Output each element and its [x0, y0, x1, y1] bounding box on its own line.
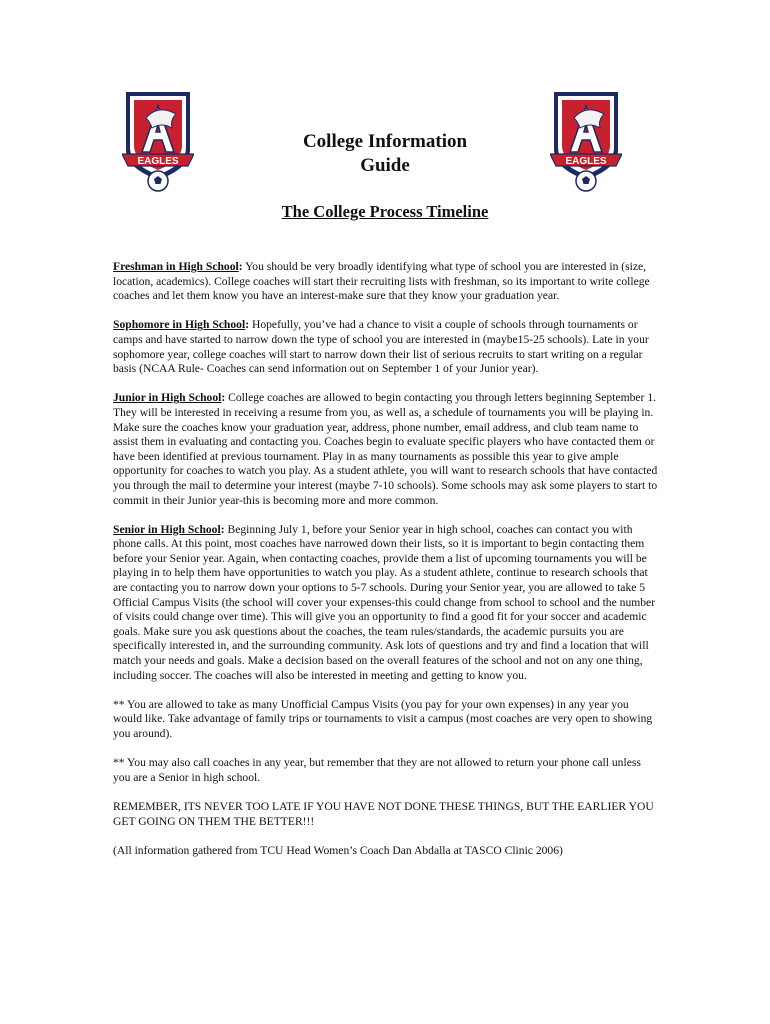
lead-colon: : [221, 391, 226, 405]
logo-text: EAGLES [565, 156, 607, 167]
page-subtitle: The College Process Timeline [281, 202, 489, 221]
section-text: Beginning July 1, before your Senior year in high school, coaches can contact you with phone calls. At this point, most coaches have narrowed down their lists, so it is important to begin contacting them before your Senior year. Again, when contacting coaches, provide them a list of upcoming tournaments you will be playing in to help them have opportunities to watch you play. As a student athlete, continue to research schools that are contacting you to narrow down your options to 5-7 schools. During your Senior year, you are allowed to take 5 Official Campus Visits (the school will cover your expenses-this could change from school to school and the number of visits could change over time). This will give you an opportunity to find a good fit for your soccer and academic goals. Make sure you ask questions about the coaches, the team rules/standards, the academic pursuits you are specifically interested in, and the surrounding community. Ask lots of questions and try and find a location that will match your needs and goals. Make a decision based on the overall features of the school and not on any one thing, including soccer. The coaches will also be interested in meeting and getting to know you. [113, 522, 656, 682]
section-lead: Senior in High School [113, 522, 221, 536]
title-line-1: College Information [302, 131, 468, 152]
note-phone-calls: ** You may also call coaches in any year, but remember that they are not allowed to return your phone call unless you are a Senior in high school. [113, 756, 641, 784]
section-junior [113, 391, 658, 508]
logo-text: EAGLES [137, 156, 179, 167]
section-lead: Freshman in High School [113, 260, 239, 273]
note-unofficial-visits: ** You are allowed to take as many Unofficial Campus Visits (you pay for your own expenses) in any year you would like. Take advantage of family trips or tournaments to visit a campus (most coaches are very open to showing you around). [113, 697, 653, 740]
section-text: You should be very broadly identifying what type of school you are interested in (size, location, academics). College coaches will start their recruiting lists with freshman, so its important to write college coaches and let them know you have an interest-make sure that they know your graduation year. [113, 260, 650, 303]
note-source: (All information gathered from TCU Head Women’s Coach Dan Abdalla at TASCO Clinic 2006) [113, 843, 563, 857]
note-reminder: REMEMBER, ITS NEVER TOO LATE IF YOU HAVE NOT DONE THESE THINGS, BUT THE EARLIER YOU GET GOING ON THEM THE BETTER!!! [113, 799, 654, 828]
page-title [0, 130, 770, 178]
section-lead: Sophomore in High School [113, 318, 246, 332]
lead-colon: : [245, 318, 250, 332]
section-freshman [113, 260, 658, 304]
title-line-2: Guide [360, 155, 410, 176]
section-text: College coaches are allowed to begin contacting you through letters beginning September 1. They will be interested in receiving a resume from you, as well as, a schedule of tournaments you will be playing in. Make sure the coaches know your graduation year, address, phone number, email address, and club team name to assist them in evaluating and contacting you. Coaches begin to evaluate specific players who have contacted them or have been identified at previous tournament. Play in as many tournaments as possible this year to give ample opportunity for coaches to watch you play. As a student athlete, you will want to research schools that have contacted you through the mail to determine your interest (maybe 7-10 schools). Some schools may ask some players to start to commit in their Junior year-this is becoming more and more common. [113, 391, 658, 507]
section-text: Hopefully, you’ve had a chance to visit a couple of schools through tournaments or camps and have started to narrow down the type of school you are interested in (maybe15-25 schools). Late in your sophomore year, college coaches will start to narrow down their list of serious recruits to start writing on a regular basis (NCAA Rule- Coaches can send information out on September 1 of your Junior year). [113, 318, 649, 376]
lead-colon: : [238, 260, 243, 273]
section-sophomore [113, 318, 658, 376]
section-lead: Junior in High School [113, 391, 222, 405]
section-senior [113, 523, 658, 684]
document-body [113, 260, 658, 873]
lead-colon: : [220, 522, 225, 536]
